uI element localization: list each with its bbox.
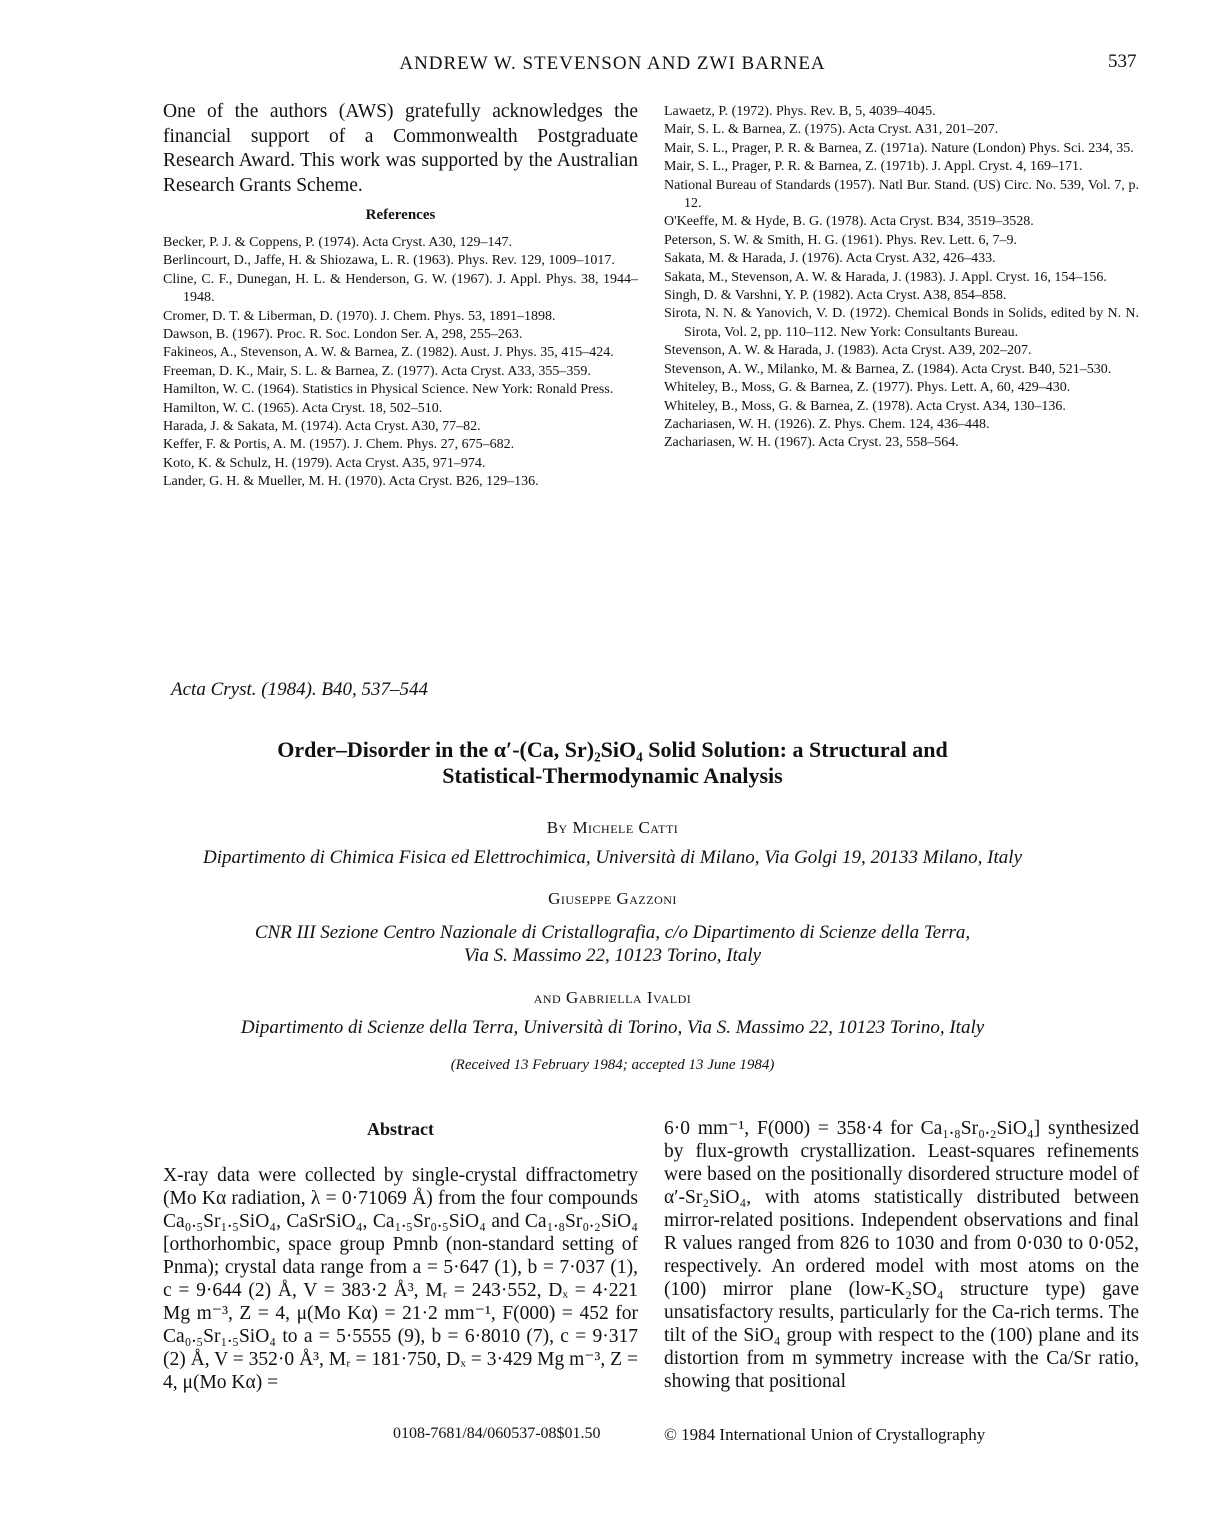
- reference-item: Cromer, D. T. & Liberman, D. (1970). J. Chem. Phys. 53, 1891–1898.: [163, 308, 556, 324]
- abstract-text-right: 6·0 mm⁻¹, F(000) = 358·4 for Ca₁.₈Sr₀.₂SiO₄] synthesized by flux-growth crystallization. Least-squares refinements were based on the positionally disordered structure model of α′-Sr₂SiO₄, with atoms statistically distributed between mirror-related positions. Independent observations and final R values ranged from 826 to 1030 and from 0·030 to 0·052, respectively. An ordered model with most atoms on the (100) mirror plane (low-K₂SO₄ structure type) gave unsatisfactory results, particularly for the Ca-rich terms. The tilt of the SiO₄ group with respect to the (100) plane and its distortion from m symmetry increase with the Ca/Sr ratio, showing that positional: [664, 1118, 1139, 1392]
- reference-item: Whiteley, B., Moss, G. & Barnea, Z. (1978). Acta Cryst. A34, 130–136.: [664, 398, 1066, 414]
- abstract-text-left: X-ray data were collected by single-crystal diffractometry (Mo Kα radiation, λ = 0·71069 Å) from the four compounds Ca₀.₅Sr₁.₅SiO₄, CaSrSiO₄, Ca₁.₅Sr₀.₅SiO₄ and Ca₁.₈Sr₀.₂SiO₄ [orthorhombic, space group Pmnb (non-standard setting of Pnma); crystal data range from a = 5·647 (1), b = 7·037 (1), c = 9·644 (2) Å, V = 383·2 Å³, Mᵣ = 243·552, Dₓ = 4·221 Mg m⁻³, Z = 4, μ(Mo Kα) = 21·2 mm⁻¹, F(000) = 452 for Ca₀.₅Sr₁.₅SiO₄ to a = 5·5555 (9), b = 6·8010 (7), c = 9·317 (2) Å, V = 352·0 Å³, Mᵣ = 181·750, Dₓ = 3·429 Mg m⁻³, Z = 4, μ(Mo Kα) =: [163, 1165, 638, 1393]
- reference-item: Mair, S. L., Prager, P. R. & Barnea, Z. (1971a). Nature (London) Phys. Sci. 234, 35.: [664, 140, 1134, 156]
- reference-item: Peterson, S. W. & Smith, H. G. (1961). Phys. Rev. Lett. 6, 7–9.: [664, 232, 1017, 248]
- reference-item: Stevenson, A. W. & Harada, J. (1983). Acta Cryst. A39, 202–207.: [664, 343, 1032, 359]
- issn-code: 0108-7681/84/060537-08$01.50: [393, 1425, 601, 1442]
- author-affiliation: Dipartimento di Scienze della Terra, Università di Torino, Via S. Massimo 22, 10123 Torino, Italy: [240, 1017, 985, 1038]
- references-left-column: [163, 234, 638, 492]
- reference-item: Cline, C. F., Dunegan, H. L. & Henderson, G. W. (1967). J. Appl. Phys. 38, 1944–1948.: [163, 271, 638, 306]
- affiliation-line: CNR III Sezione Centro Nazionale di Cristallografia, c/o Dipartimento di Scienze della Terra,: [254, 922, 971, 943]
- reference-item: Singh, D. & Varshni, Y. P. (1982). Acta Cryst. A38, 854–858.: [664, 288, 1007, 304]
- reference-item: Hamilton, W. C. (1965). Acta Cryst. 18, 502–510.: [163, 400, 443, 416]
- reference-item: Hamilton, W. C. (1964). Statistics in Physical Science. New York: Ronald Press.: [163, 382, 614, 398]
- reference-item: National Bureau of Standards (1957). Natl Bur. Stand. (US) Circ. No. 539, Vol. 7, p. 12.: [664, 177, 1139, 212]
- reference-item: Keffer, F. & Portis, A. M. (1957). J. Chem. Phys. 27, 675–682.: [163, 437, 515, 453]
- reference-item: Mair, S. L., Prager, P. R. & Barnea, Z. (1971b). J. Appl. Cryst. 4, 169–171.: [664, 159, 1083, 175]
- reference-item: Stevenson, A. W., Milanko, M. & Barnea, Z. (1984). Acta Cryst. B40, 521–530.: [664, 361, 1112, 377]
- reference-item: Lawaetz, P. (1972). Phys. Rev. B, 5, 4039–4045.: [664, 104, 936, 119]
- running-head: ANDREW W. STEVENSON AND ZWI BARNEA: [399, 53, 826, 74]
- reference-item: Sakata, M., Stevenson, A. W. & Harada, J. (1983). J. Appl. Cryst. 16, 154–156.: [664, 269, 1107, 285]
- reference-item: Sirota, N. N. & Yanovich, V. D. (1972). Chemical Bonds in Solids, edited by N. N. Sirota, Vol. 2, pp. 110–112. New York: Consultants Bureau.: [664, 306, 1139, 340]
- reference-item: Lander, G. H. & Mueller, M. H. (1970). Acta Cryst. B26, 129–136.: [163, 474, 539, 490]
- reference-item: Zachariasen, W. H. (1926). Z. Phys. Chem. 124, 436–448.: [664, 416, 990, 432]
- reference-item: Fakineos, A., Stevenson, A. W. & Barnea, Z. (1982). Aust. J. Phys. 35, 415–424.: [163, 345, 614, 361]
- reference-item: Harada, J. & Sakata, M. (1974). Acta Cryst. A30, 77–82.: [163, 419, 481, 435]
- references-heading: References: [365, 207, 436, 223]
- reference-item: Sakata, M. & Harada, J. (1976). Acta Cryst. A32, 426–433.: [664, 251, 996, 267]
- references-right-column: [664, 103, 1139, 453]
- page-number: 537: [1108, 51, 1137, 72]
- reference-item: Zachariasen, W. H. (1967). Acta Cryst. 23, 558–564.: [664, 435, 959, 451]
- journal-citation: Acta Cryst. (1984). B40, 537–544: [171, 679, 429, 700]
- copyright-notice: © 1984 International Union of Crystallography: [664, 1425, 986, 1444]
- reference-item: Mair, S. L. & Barnea, Z. (1975). Acta Cryst. A31, 201–207.: [664, 122, 999, 138]
- reference-item: Dawson, B. (1967). Proc. R. Soc. London Ser. A, 298, 255–263.: [163, 327, 523, 343]
- article-title-line: Order–Disorder in the α′-(Ca, Sr)₂SiO₄ Solid Solution: a Structural and: [277, 737, 948, 762]
- acknowledgement: One of the authors (AWS) gratefully acknowledges the financial support of a Commonwealth Postgraduate Research Award. This work was supported by the Australian Research Grants Scheme.: [163, 101, 638, 196]
- article-title: [160, 737, 1065, 789]
- reference-item: Whiteley, B., Moss, G. & Barnea, Z. (1977). Phys. Lett. A, 60, 429–430.: [664, 380, 1071, 396]
- abstract-heading: Abstract: [367, 1119, 434, 1139]
- affiliation-line: Via S. Massimo 22, 10123 Torino, Italy: [463, 945, 762, 966]
- article-title-line: Statistical-Thermodynamic Analysis: [442, 763, 783, 788]
- reference-item: Freeman, D. K., Mair, S. L. & Barnea, Z. (1977). Acta Cryst. A33, 355–359.: [163, 363, 591, 379]
- author-name: Giuseppe Gazzoni: [548, 889, 677, 908]
- author-affiliation: Dipartimento di Chimica Fisica ed Elettrochimica, Università di Milano, Via Golgi 19, 20133 Milano, Italy: [202, 847, 1022, 868]
- author-name: By Michele Catti: [546, 818, 679, 837]
- reference-item: Berlincourt, D., Jaffe, H. & Shiozawa, L. R. (1963). Phys. Rev. 129, 1009–1017.: [163, 253, 615, 269]
- author-affiliation: [0, 921, 1225, 967]
- reference-item: Becker, P. J. & Coppens, P. (1974). Acta Cryst. A30, 129–147.: [163, 235, 513, 250]
- received-dates: (Received 13 February 1984; accepted 13 June 1984): [450, 1057, 775, 1073]
- reference-item: O'Keeffe, M. & Hyde, B. G. (1978). Acta Cryst. B34, 3519–3528.: [664, 214, 1034, 230]
- author-name: and Gabriella Ivaldi: [533, 988, 692, 1007]
- reference-item: Koto, K. & Schulz, H. (1979). Acta Cryst. A35, 971–974.: [163, 455, 486, 471]
